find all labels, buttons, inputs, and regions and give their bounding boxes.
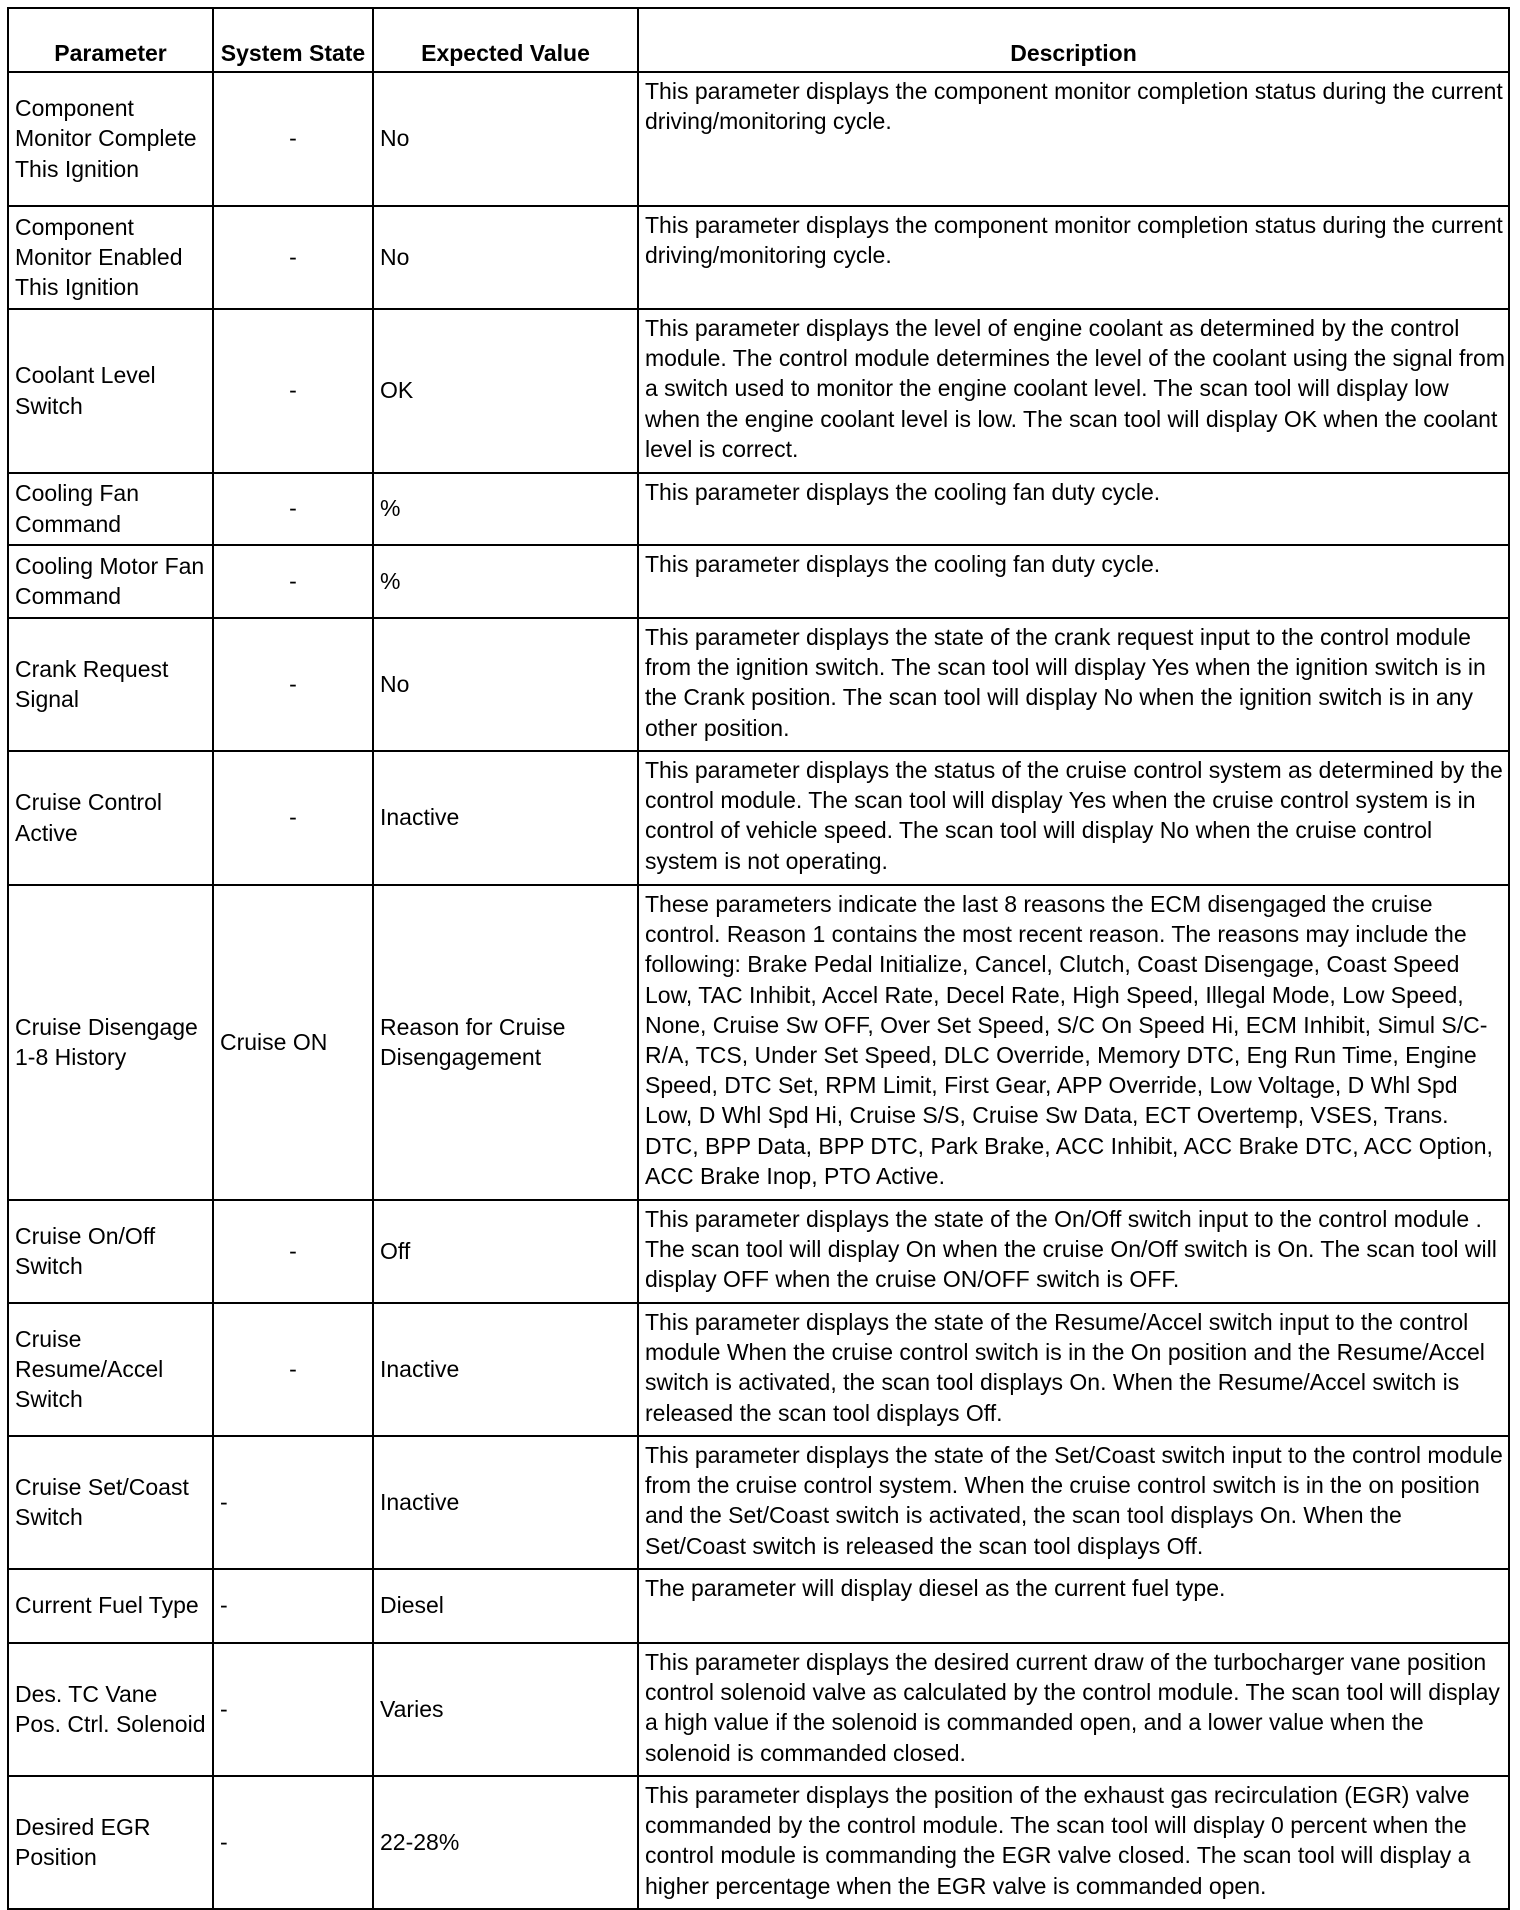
parameter-cell: Desired EGR Position xyxy=(8,1776,213,1909)
parameter-cell: Cruise Resume/Accel Switch xyxy=(8,1303,213,1436)
expected-value-cell: No xyxy=(373,72,638,206)
expected-value-cell: OK xyxy=(373,309,638,473)
system-state-cell: - xyxy=(213,1776,373,1909)
parameter-cell: Cruise On/Off Switch xyxy=(8,1200,213,1303)
parameter-cell: Component Monitor Complete This Ignition xyxy=(8,72,213,206)
description-cell: This parameter displays the state of the On/Off switch input to the control module . The scan tool will display On when the cruise On/Off switch is On. The scan tool will display OFF when the cruise ON/OFF switch is OFF. xyxy=(638,1200,1509,1303)
table-row xyxy=(8,206,1509,309)
table-row xyxy=(8,751,1509,885)
column-header-description: Description xyxy=(638,8,1509,72)
description-cell: This parameter displays the level of engine coolant as determined by the control module. The control module determines the level of the coolant using the signal from a switch used to monitor the engine coolant level. The scan tool will display low when the engine coolant level is low. The scan tool will display OK when the coolant level is correct. xyxy=(638,309,1509,473)
expected-value-cell: Diesel xyxy=(373,1569,638,1643)
system-state-cell: Cruise ON xyxy=(213,885,373,1200)
table-row xyxy=(8,309,1509,473)
system-state-cell: - xyxy=(213,1569,373,1643)
expected-value-cell: Inactive xyxy=(373,1303,638,1436)
parameter-cell: Cooling Fan Command xyxy=(8,473,213,545)
table-row xyxy=(8,618,1509,751)
description-cell: This parameter displays the cooling fan duty cycle. xyxy=(638,473,1509,545)
parameter-table xyxy=(7,7,1510,1910)
system-state-cell: - xyxy=(213,545,373,618)
table-row xyxy=(8,1436,1509,1569)
expected-value-cell: Inactive xyxy=(373,751,638,885)
expected-value-cell: No xyxy=(373,618,638,751)
parameter-cell: Crank Request Signal xyxy=(8,618,213,751)
system-state-cell: - xyxy=(213,309,373,473)
description-cell: This parameter displays the position of the exhaust gas recirculation (EGR) valve commanded by the control module. The scan tool will display 0 percent when the control module is commanding the EGR valve closed. The scan tool will display a higher percentage when the EGR valve is commanded open. xyxy=(638,1776,1509,1909)
table-row xyxy=(8,1303,1509,1436)
table-row xyxy=(8,1776,1509,1909)
system-state-cell: - xyxy=(213,1643,373,1776)
parameter-cell: Cruise Set/Coast Switch xyxy=(8,1436,213,1569)
parameter-cell: Coolant Level Switch xyxy=(8,309,213,473)
system-state-cell: - xyxy=(213,1303,373,1436)
expected-value-cell: No xyxy=(373,206,638,309)
parameter-cell: Cruise Disengage 1-8 History xyxy=(8,885,213,1200)
expected-value-cell: Off xyxy=(373,1200,638,1303)
parameter-cell: Current Fuel Type xyxy=(8,1569,213,1643)
parameter-cell: Component Monitor Enabled This Ignition xyxy=(8,206,213,309)
system-state-cell: - xyxy=(213,473,373,545)
column-header-expected-value: Expected Value xyxy=(373,8,638,72)
parameter-cell: Cooling Motor Fan Command xyxy=(8,545,213,618)
expected-value-cell: Reason for Cruise Disengagement xyxy=(373,885,638,1200)
system-state-cell: - xyxy=(213,618,373,751)
system-state-cell: - xyxy=(213,206,373,309)
system-state-cell: - xyxy=(213,72,373,206)
expected-value-cell: Inactive xyxy=(373,1436,638,1569)
description-cell: The parameter will display diesel as the current fuel type. xyxy=(638,1569,1509,1643)
expected-value-cell: Varies xyxy=(373,1643,638,1776)
column-header-parameter: Parameter xyxy=(8,8,213,72)
description-cell: This parameter displays the desired current draw of the turbocharger vane position control solenoid valve as calculated by the control module. The scan tool will display a high value if the solenoid is commanded open, and a lower value when the solenoid is commanded closed. xyxy=(638,1643,1509,1776)
expected-value-cell: % xyxy=(373,545,638,618)
description-cell: This parameter displays the state of the Resume/Accel switch input to the control module When the cruise control switch is in the On position and the Resume/Accel switch is activated, the scan tool displays On. When the Resume/Accel switch is released the scan tool displays Off. xyxy=(638,1303,1509,1436)
table-row xyxy=(8,1643,1509,1776)
table-row xyxy=(8,473,1509,545)
table-header-row xyxy=(8,8,1509,72)
parameter-cell: Des. TC Vane Pos. Ctrl. Solenoid xyxy=(8,1643,213,1776)
table-row xyxy=(8,72,1509,206)
description-cell: This parameter displays the cooling fan duty cycle. xyxy=(638,545,1509,618)
table-row xyxy=(8,885,1509,1200)
description-cell: This parameter displays the component monitor completion status during the current driving/monitoring cycle. xyxy=(638,72,1509,206)
description-cell: This parameter displays the state of the Set/Coast switch input to the control module from the cruise control system. When the cruise control switch is in the on position and the Set/Coast switch is activated, the scan tool displays On. When the Set/Coast switch is released the scan tool displays Off. xyxy=(638,1436,1509,1569)
parameter-cell: Cruise Control Active xyxy=(8,751,213,885)
description-cell: These parameters indicate the last 8 reasons the ECM disengaged the cruise control. Reason 1 contains the most recent reason. The reasons may include the following: Brake Pedal Initialize, Cancel, Clutch, Coast Disengage, Coast Speed Low, TAC Inhibit, Accel Rate, Decel Rate, High Speed, Illegal Mode, Low Speed, None, Cruise Sw OFF, Over Set Speed, S/C On Speed Hi, ECM Inhibit, Simul S/C-R/A, TCS, Under Set Speed, DLC Override, Memory DTC, Eng Run Time, Engine Speed, DTC Set, RPM Limit, First Gear, APP Override, Low Voltage, D Whl Spd Low, D Whl Spd Hi, Cruise S/S, Cruise Sw Data, ECT Overtemp, VSES, Trans. DTC, BPP Data, BPP DTC, Park Brake, ACC Inhibit, ACC Brake DTC, ACC Option, ACC Brake Inop, PTO Active. xyxy=(638,885,1509,1200)
table-row xyxy=(8,545,1509,618)
description-cell: This parameter displays the state of the crank request input to the control module from the ignition switch. The scan tool will display Yes when the ignition switch is in the Crank position. The scan tool will display No when the ignition switch is in any other position. xyxy=(638,618,1509,751)
expected-value-cell: 22-28% xyxy=(373,1776,638,1909)
column-header-system-state: System State xyxy=(213,8,373,72)
system-state-cell: - xyxy=(213,1436,373,1569)
table-row xyxy=(8,1200,1509,1303)
table-row xyxy=(8,1569,1509,1643)
description-cell: This parameter displays the status of the cruise control system as determined by the control module. The scan tool will display Yes when the cruise control system is in control of vehicle speed. The scan tool will display No when the cruise control system is not operating. xyxy=(638,751,1509,885)
expected-value-cell: % xyxy=(373,473,638,545)
system-state-cell: - xyxy=(213,751,373,885)
system-state-cell: - xyxy=(213,1200,373,1303)
description-cell: This parameter displays the component monitor completion status during the current driving/monitoring cycle. xyxy=(638,206,1509,309)
